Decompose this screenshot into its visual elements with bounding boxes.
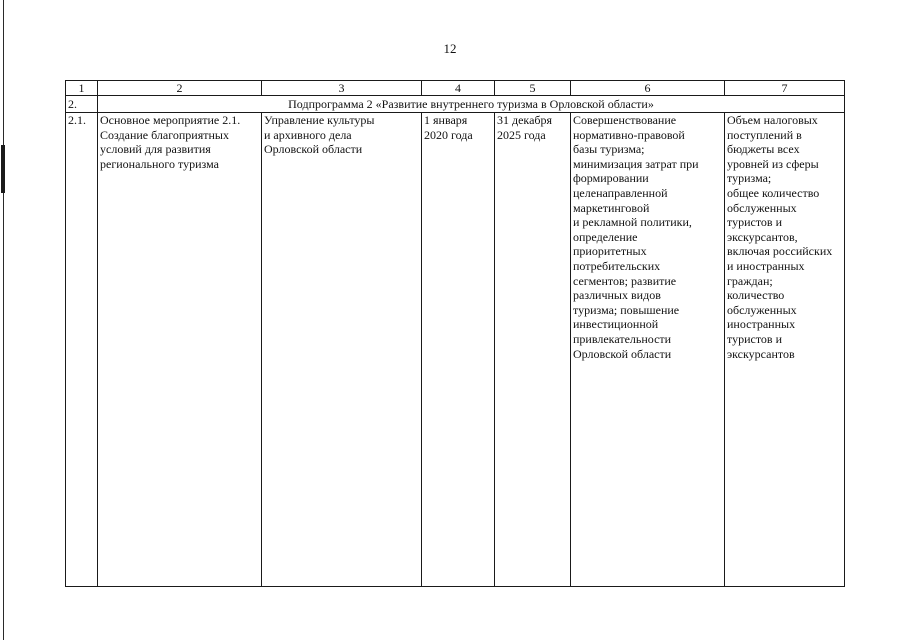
activity-row bbox=[66, 113, 845, 587]
text-line: экскурсантов, bbox=[727, 229, 798, 244]
text-line: 31 декабря bbox=[497, 113, 553, 127]
text-line: и рекламной политики, bbox=[573, 215, 692, 230]
text-line: базы туризма; bbox=[573, 142, 645, 157]
text-line: и архивного дела bbox=[264, 127, 352, 142]
text-line: 2025 года bbox=[497, 127, 546, 142]
text-line: поступлений в bbox=[727, 127, 802, 142]
text-line: маркетинговой bbox=[573, 200, 650, 215]
column-number-cell: 1 bbox=[66, 81, 98, 96]
column-number-cell: 4 bbox=[422, 81, 495, 96]
text-line: Объем налоговых bbox=[727, 113, 818, 127]
column-number-cell: 6 bbox=[571, 81, 725, 96]
activity-number: 2.1. bbox=[66, 113, 98, 587]
subprogram-number: 2. bbox=[66, 96, 98, 113]
text-line: общее количество bbox=[727, 185, 820, 200]
text-line: минимизация затрат при bbox=[573, 156, 699, 171]
text-line: 2020 года bbox=[424, 127, 473, 142]
text-line: Орловской области bbox=[573, 346, 672, 361]
text-line: потребительских bbox=[573, 258, 661, 273]
subprogram-title: Подпрограмма 2 «Развитие внутреннего туризма в Орловской области» bbox=[98, 96, 845, 113]
text-line: туристов и bbox=[727, 215, 783, 230]
text-line: Орловской области bbox=[264, 142, 363, 157]
text-line: Создание благоприятных bbox=[100, 127, 229, 142]
text-line: туризма; повышение bbox=[573, 302, 680, 317]
text-line: количество bbox=[727, 288, 785, 303]
executor-cell bbox=[262, 113, 422, 587]
text-line: различных видов bbox=[573, 288, 661, 303]
start-date-cell bbox=[422, 113, 495, 587]
text-line: нормативно-правовой bbox=[573, 127, 685, 142]
text-line: Управление культуры bbox=[264, 113, 375, 127]
text-line: и иностранных bbox=[727, 258, 805, 273]
end-date-cell bbox=[495, 113, 571, 587]
text-line: привлекательности bbox=[573, 331, 672, 346]
text-line: целенаправленной bbox=[573, 185, 668, 200]
text-line: приоритетных bbox=[573, 244, 647, 259]
text-line: включая российских bbox=[727, 244, 833, 259]
text-line: обслуженных bbox=[727, 302, 797, 317]
scan-binding-mark bbox=[1, 145, 5, 193]
text-line: сегментов; развитие bbox=[573, 273, 677, 288]
text-line: формировании bbox=[573, 171, 649, 186]
text-line: туристов и bbox=[727, 331, 783, 346]
expected-result-cell bbox=[571, 113, 725, 587]
text-line: 1 января bbox=[424, 113, 468, 127]
activity-name-cell bbox=[98, 113, 262, 587]
text-line: Совершенствование bbox=[573, 113, 677, 127]
text-line: граждан; bbox=[727, 273, 773, 288]
text-line: регионального туризма bbox=[100, 156, 219, 171]
text-line: определение bbox=[573, 229, 638, 244]
page-number: 12 bbox=[443, 41, 457, 56]
indicators-cell bbox=[725, 113, 845, 587]
column-numbers-row bbox=[66, 81, 845, 96]
column-number-cell: 7 bbox=[725, 81, 845, 96]
text-line: инвестиционной bbox=[573, 317, 659, 332]
column-number-cell: 5 bbox=[495, 81, 571, 96]
column-number-cell: 2 bbox=[98, 81, 262, 96]
text-line: бюджеты всех bbox=[727, 142, 800, 157]
text-line: условий для развития bbox=[100, 142, 211, 157]
subprogram-row bbox=[66, 96, 845, 113]
text-line: экскурсантов bbox=[727, 346, 795, 361]
text-line: обслуженных bbox=[727, 200, 797, 215]
text-line: туризма; bbox=[727, 171, 772, 186]
column-number-cell: 3 bbox=[262, 81, 422, 96]
program-table bbox=[65, 80, 845, 587]
text-line: уровней из сферы bbox=[727, 156, 819, 171]
scan-left-edge bbox=[3, 0, 4, 640]
text-line: Основное мероприятие 2.1. bbox=[100, 113, 241, 127]
text-line: иностранных bbox=[727, 317, 796, 332]
